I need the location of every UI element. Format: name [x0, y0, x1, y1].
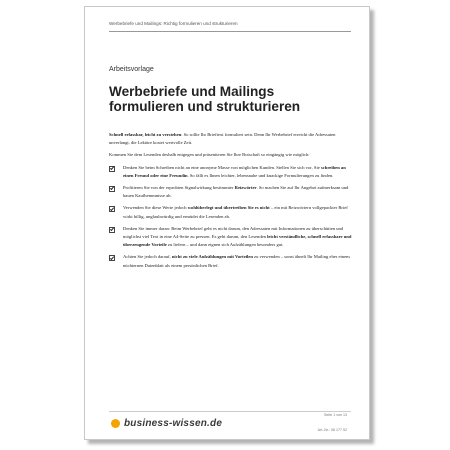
header-divider [109, 31, 351, 32]
checklist-item-text [123, 225, 353, 250]
checklist-item [109, 225, 353, 250]
document-page [84, 6, 370, 440]
item-text-post: zu verwenden – sonst ähnelt Ihr Mailing eher einem nüchternen Datenblatt als einem persönlichen Brief. [123, 254, 350, 268]
item-text-pre: Denken Sie immer daran: Beim Werbebrief geht es nicht darum, den Adressaten mit Informationen zu überschütten und möglichst viel Text in eine A4-Seite zu pressen. Es geht darum, den Lesenden [123, 225, 344, 240]
footer-divider [109, 411, 351, 412]
intro-bold: Schnell erfassbar, leicht zu verstehen [109, 132, 182, 137]
title-line-1: Werbebriefe und Mailings [109, 84, 275, 99]
checkbox-checked-icon [109, 186, 115, 192]
checklist-item [109, 253, 353, 269]
lead-paragraph: Kommen Sie dem Lesenden deshalb entgegen und präsentieren Sie Ihre Botschaft so eingängig wie möglich: [109, 152, 310, 158]
document-body [109, 131, 353, 274]
item-text-pre: Achten Sie jedoch darauf, [123, 254, 172, 260]
checkbox-checked-icon [109, 166, 115, 172]
item-text-pre: Verwenden Sie diese Werte jedoch [123, 205, 188, 211]
item-text-bold: leicht verständliche, schnell erfassbare und überzeugende Vorteile [123, 234, 352, 248]
page-number: Seite 1 von 13 [324, 413, 347, 417]
item-text-bold: wohlüberlegt und übertreiben Sie es nicht [187, 205, 270, 211]
logo-dot-icon [111, 419, 120, 428]
item-text-post: zu liefern – und dann eignen sich Aufzählungen besonders gut. [166, 242, 284, 248]
item-text-pre: Profitieren Sie von der erprobten Signalwirkung bestimmter [123, 185, 235, 191]
checklist-item [109, 204, 353, 220]
template-label: Arbeitsvorlage [109, 66, 154, 73]
item-text-bold: nicht zu viele Aufzählungen mit Vorteilen [171, 254, 253, 260]
article-number: Art.-Nr.: 08 177 52 [317, 428, 347, 432]
document-title [109, 84, 359, 115]
checklist-item [109, 184, 353, 200]
item-text-bold: Reizwörter [234, 185, 257, 191]
intro-paragraph [109, 131, 353, 147]
checkbox-checked-icon [109, 255, 115, 261]
checkbox-checked-icon [109, 227, 115, 233]
item-text-post: – ein mit Reizwörtern vollgepackter Brief wirkt billig, unglaubwürdig und ermüdet die Lesenden ab. [123, 205, 348, 219]
checklist-item-text [123, 184, 353, 200]
checklist-item-text [123, 164, 353, 180]
item-text-post: . So machen Sie auf Ihr Angebot aufmerksam und bauen Kaufhemmnisse ab. [123, 185, 349, 199]
title-line-2: formulieren und strukturieren [109, 99, 301, 115]
footer-logo [111, 418, 222, 429]
checklist-item-text [123, 204, 353, 220]
running-head: Werbebriefe und Mailings: Richtig formulieren und strukturieren [109, 21, 238, 26]
item-text-pre: Denken Sie beim Schreiben nicht an eine anonyme Masse von möglichen Kunden. Stellen Sie sich vor, Sie [123, 164, 321, 170]
intro-rest: : So sollte Ihr Brieftext formuliert sein. Denn Ihr Werbebrief erreicht die Adressaten unverlangt, die Lektüre kostet wertvolle Zeit. [109, 132, 336, 146]
checklist-item [109, 164, 353, 180]
checklist-item-text [123, 253, 353, 269]
item-text-bold: schreiben an einen Freund oder eine Freundin [123, 164, 346, 178]
logo-text: business-wissen.de [124, 418, 223, 429]
checkbox-checked-icon [109, 206, 115, 212]
item-text-post: . So fällt es Ihnen leichter, lebensnahe und knackige Formulierungen zu finden. [187, 172, 334, 178]
